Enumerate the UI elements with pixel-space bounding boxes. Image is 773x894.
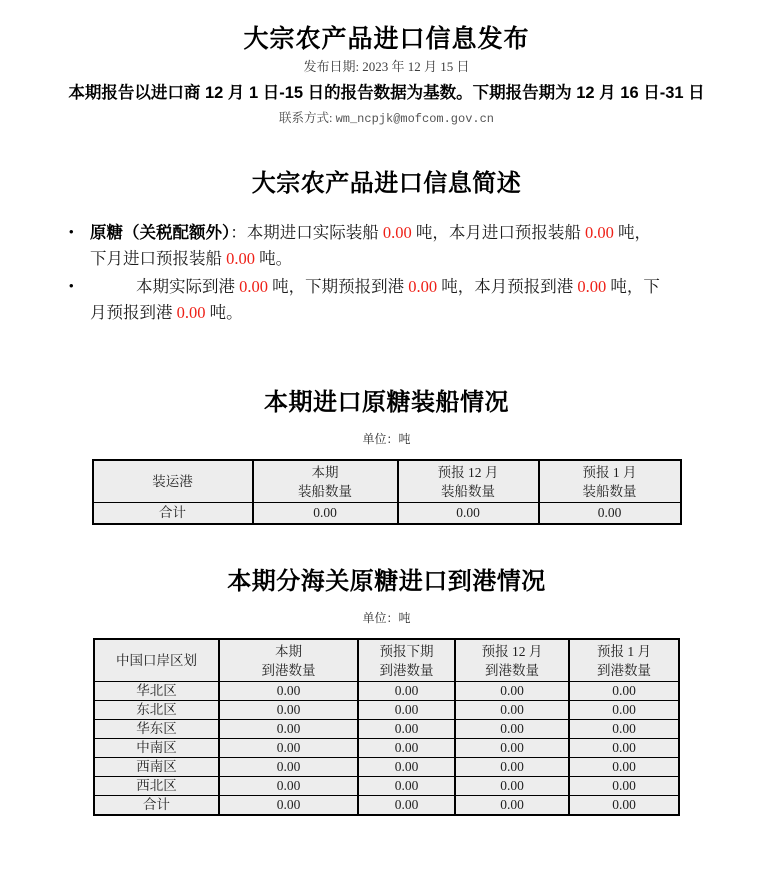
value-cell: 0.00 <box>219 796 358 816</box>
arrival-table-header-row <box>94 639 679 682</box>
bullet-icon: • <box>69 224 74 239</box>
table-row <box>94 796 679 816</box>
value-cell: 0.00 <box>398 503 539 525</box>
value-cell: 0.00 <box>455 739 569 758</box>
header-line: 到港数量 <box>597 662 651 678</box>
text-segment: ：本期进口实际装船 <box>230 223 383 242</box>
value-cell: 0.00 <box>455 682 569 701</box>
table-row <box>94 701 679 720</box>
row-label-cell: 合计 <box>93 503 253 525</box>
row-label-cell: 华东区 <box>94 720 219 739</box>
value-cell: 0.00 <box>358 701 455 720</box>
contact-label: 联系方式: <box>278 111 336 125</box>
header-line: 预报 1 月 <box>582 464 637 480</box>
value-cell: 0.00 <box>569 758 679 777</box>
table-row <box>94 777 679 796</box>
header-china-port-region <box>94 639 219 682</box>
header-line: 装船数量 <box>582 483 637 499</box>
page-title: 大宗农产品进口信息发布 <box>243 25 530 53</box>
header-forecast-next-arrival <box>358 639 455 682</box>
text-segment: 吨，下期预报到港 <box>268 277 409 296</box>
value-cell: 0.00 <box>253 503 398 525</box>
value-highlight: 0.00 <box>382 223 412 242</box>
text-segment: 吨，本月预报到港 <box>437 277 578 296</box>
shipment-unit-label: 单位：吨 <box>362 432 411 446</box>
value-cell: 0.00 <box>219 777 358 796</box>
text-segment: 下月进口预报装船 <box>90 249 227 268</box>
value-highlight: 0.00 <box>239 277 268 296</box>
value-cell: 0.00 <box>569 701 679 720</box>
row-label-cell: 东北区 <box>94 701 219 720</box>
header-current-shipment <box>253 460 398 503</box>
text-segment: 吨，本月进口预报装船 <box>411 223 585 242</box>
header-line: 到港数量 <box>485 662 539 678</box>
header-forecast-jan-arrival <box>569 639 679 682</box>
value-cell: 0.00 <box>455 701 569 720</box>
value-cell: 0.00 <box>358 739 455 758</box>
publish-date: 发布日期: 2023 年 12 月 15 日 <box>303 59 470 74</box>
header-line: 预报 1 月 <box>597 643 651 659</box>
text-segment: 吨， <box>613 223 651 242</box>
table-row <box>94 720 679 739</box>
shipment-table-title: 本期进口原糖装船情况 <box>264 389 509 416</box>
value-cell: 0.00 <box>455 720 569 739</box>
header-forecast-dec-shipment <box>398 460 539 503</box>
header-line: 到港数量 <box>379 662 434 678</box>
table-row <box>93 503 681 525</box>
header-line: 本期 <box>311 464 339 480</box>
header-line: 预报 12 月 <box>437 464 499 480</box>
value-cell: 0.00 <box>358 796 455 816</box>
value-highlight: 0.00 <box>408 277 438 296</box>
arrival-unit-label: 单位：吨 <box>362 611 411 625</box>
header-line: 装船数量 <box>298 483 352 499</box>
row-label-cell: 华北区 <box>94 682 219 701</box>
shipment-table <box>92 459 682 525</box>
report-period-note: 本期报告以进口商 12 月 1 日-15 日的报告数据为基数。下期报告期为 12 月 16 日-31 日 <box>68 84 705 102</box>
value-highlight: 0.00 <box>577 277 607 296</box>
header-shipping-port <box>93 460 253 503</box>
bullet-line <box>90 300 725 326</box>
header-line: 预报下期 <box>379 643 434 659</box>
bullet-line <box>90 220 725 246</box>
arrival-table <box>93 638 680 816</box>
value-cell: 0.00 <box>455 796 569 816</box>
table-row <box>94 758 679 777</box>
row-label-cell: 中南区 <box>94 739 219 758</box>
table-row <box>94 682 679 701</box>
header-forecast-dec-arrival <box>455 639 569 682</box>
bullet-line <box>90 274 725 300</box>
text-segment: 月预报到港 <box>90 303 177 322</box>
text-segment: 本期实际到港 <box>136 277 240 296</box>
header-line: 中国口岸区划 <box>116 653 197 668</box>
bullet-list <box>64 220 725 326</box>
header-line: 装运港 <box>152 474 193 489</box>
value-cell: 0.00 <box>569 720 679 739</box>
value-cell: 0.00 <box>219 701 358 720</box>
value-cell: 0.00 <box>219 758 358 777</box>
header-current-arrival <box>219 639 358 682</box>
value-cell: 0.00 <box>358 758 455 777</box>
value-cell: 0.00 <box>455 777 569 796</box>
raw-sugar-shipment-bullet <box>64 220 725 272</box>
header-line: 装船数量 <box>441 483 495 499</box>
value-cell: 0.00 <box>569 682 679 701</box>
value-cell: 0.00 <box>455 758 569 777</box>
header-line: 预报 12 月 <box>481 643 543 659</box>
table-row <box>94 739 679 758</box>
row-label-cell: 合计 <box>94 796 219 816</box>
bullet-icon: • <box>69 278 74 293</box>
header-line: 本期 <box>275 643 302 659</box>
contact-line <box>0 110 773 127</box>
header-forecast-jan-shipment <box>539 460 681 503</box>
text-segment: 吨。 <box>205 303 243 322</box>
text-segment: 吨，下 <box>606 277 660 296</box>
value-highlight: 0.00 <box>585 223 614 242</box>
value-highlight: 0.00 <box>176 303 206 322</box>
value-cell: 0.00 <box>219 682 358 701</box>
contact-email: wm_ncpjk@mofcom.gov.cn <box>335 112 495 126</box>
raw-sugar-arrival-bullet <box>64 274 725 326</box>
document-page <box>0 24 773 816</box>
value-cell: 0.00 <box>219 739 358 758</box>
row-label-cell: 西北区 <box>94 777 219 796</box>
value-cell: 0.00 <box>569 796 679 816</box>
value-highlight: 0.00 <box>226 249 255 268</box>
arrival-table-title: 本期分海关原糖进口到港情况 <box>227 568 546 595</box>
value-cell: 0.00 <box>569 777 679 796</box>
value-cell: 0.00 <box>219 720 358 739</box>
shipment-table-header-row <box>93 460 681 503</box>
value-cell: 0.00 <box>358 720 455 739</box>
bullet-line <box>90 246 725 272</box>
summary-heading: 大宗农产品进口信息简述 <box>251 170 522 197</box>
header-line: 到港数量 <box>261 662 316 678</box>
row-label-cell: 西南区 <box>94 758 219 777</box>
value-cell: 0.00 <box>539 503 681 525</box>
bullet-bold-lead: 原糖（关税配额外） <box>90 224 231 242</box>
text-segment: 吨。 <box>255 249 293 268</box>
value-cell: 0.00 <box>358 777 455 796</box>
value-cell: 0.00 <box>358 682 455 701</box>
value-cell: 0.00 <box>569 739 679 758</box>
